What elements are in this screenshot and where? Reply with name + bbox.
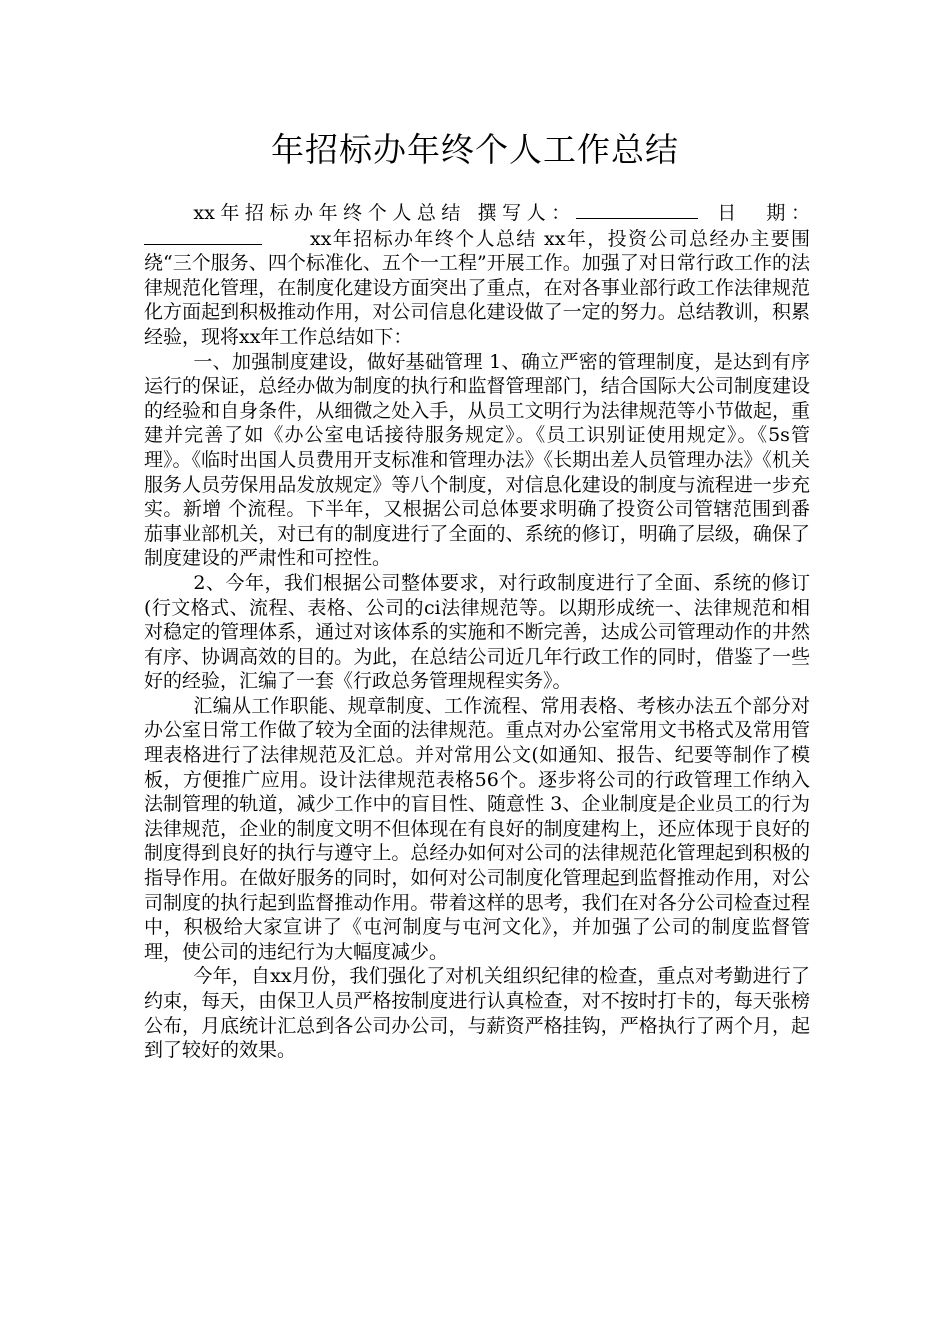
header-intro: xx年招标办年终个人总结 撰写人： [193,202,576,224]
lead-text: xx年招标办年终个人总结 xx年，投资公司总经办主要围绕“三个服务、四个标准化、五个一工程”开展工作。加强了对日常行政工作的法律规范化管理，在制度化建设方面突出了重点，在对各事业部行政工作法律规范化方面起到积极推动作用，对公司信息化建设做了一定的努力。总结教训，积累经验，现将xx年工作总结如下： [144,227,810,348]
writer-blank [576,200,698,219]
document-title: 年招标办年终个人工作总结 [271,130,679,169]
date-blank [144,226,262,245]
document-body [144,200,810,1063]
date-label: 日 期： [711,202,810,224]
paragraph-1: 一、加强制度建设，做好基础管理 1、确立严密的管理制度，是达到有序运行的保证，总经办做为制度的执行和监督管理部门，结合国际大公司制度建设的经验和自身条件，从细微之处入手，从员工文明行为法律规范等小节做起，重建并完善了如《办公室电话接待服务规定》。《员工识别证使用规定》。《5s管理》。《临时出国人员费用开支标准和管理办法》《长期出差人员管理办法》《机关服务人员劳保用品发放规定》等八个制度，对信息化建设的制度与流程进一步充实。新增 个流程。下半年，又根据公司总体要求明确了投资公司管辖范围到番茄事业部机关，对已有的制度进行了全面的、系统的修订，明确了层级，确保了制度建设的严肃性和可控性。 [144,350,810,570]
header-paragraph [144,200,810,350]
paragraph-4: 今年，自xx月份，我们强化了对机关组织纪律的检查，重点对考勤进行了约束，每天，由保卫人员严格按制度进行认真检查，对不按时打卡的，每天张榜公布，月底统计汇总到各公司办公司，与薪资严格挂钩，严格执行了两个月，起到了较好的效果。 [144,965,810,1062]
paragraph-3: 汇编从工作职能、规章制度、工作流程、常用表格、考核办法五个部分对办公室日常工作做了较为全面的法律规范。重点对办公室常用文书格式及常用管理表格进行了法律规范及汇总。并对常用公文(如通知、报告、纪要等制作了模板，方便推广应用。设计法律规范表格56个。逐步将公司的行政管理工作纳入法制管理的轨道，减少工作中的盲目性、随意性 3、企业制度是企业员工的行为法律规范，企业的制度文明不但体现在有良好的制度建构上，还应体现于良好的制度得到良好的执行与遵守上。总经办如何对公司的法律规范化管理起到积极的指导作用。在做好服务的同时，如何对公司制度化管理起到监督推动作用，对公司制度的执行起到监督推动作用。带着这样的思考，我们在对各分公司检查过程中，积极给大家宣讲了《屯河制度与屯河文化》，并加强了公司的制度监督管理，使公司的违纪行为大幅度减少。 [144,694,810,963]
paragraph-2: 2、今年，我们根据公司整体要求，对行政制度进行了全面、系统的修订(行文格式、流程、表格、公司的ci法律规范等。以期形成统一、法律规范和相对稳定的管理体系，通过对该体系的实施和不断完善，达成公司管理动作的井然有序、协调高效的目的。为此，在总结公司近几年行政工作的同时，借鉴了一些好的经验，汇编了一套《行政总务管理规程实务》。 [144,571,810,693]
